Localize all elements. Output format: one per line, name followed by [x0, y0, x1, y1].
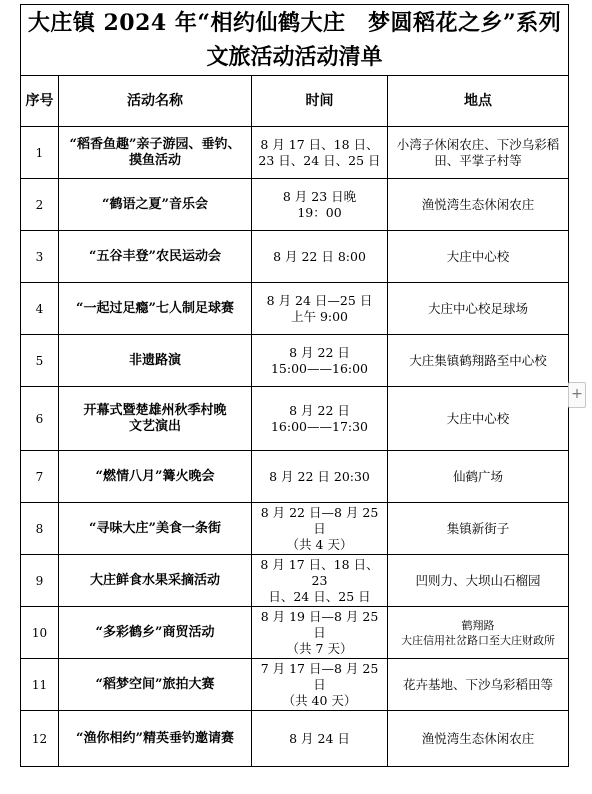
activity-list-sheet [20, 4, 568, 767]
activity-name-line: “稻香鱼趣”亲子游园、垂钓、 [69, 136, 241, 152]
activity-time-line: 8 月 24 日 [289, 730, 350, 746]
activity-name-cell [59, 503, 252, 555]
activity-name-cell [59, 283, 252, 335]
activity-name-line: “鹤语之夏”音乐会 [102, 196, 208, 212]
row-number-cell: 11 [21, 659, 59, 711]
row-number-cell: 7 [21, 451, 59, 503]
activity-place-line: 大庄中心校 [446, 248, 510, 264]
activity-place-cell [388, 607, 569, 659]
title-line-1: 大庄镇 2024 年“相约仙鹤大庄 梦圆稻花之乡”系列 [27, 10, 562, 36]
activity-place-line: 凹则力、大坝山石榴园 [415, 572, 541, 588]
activity-time-line: 8 月 24 日—25 日 [266, 292, 373, 308]
activity-place-cell [388, 283, 569, 335]
activity-time-line: 15:00——16:00 [270, 360, 369, 376]
activity-time-line: 19：00 [297, 204, 342, 220]
activity-time-line: 23 日、24 日、25 日 [258, 152, 381, 168]
table-row [21, 503, 569, 555]
activity-time-line: （共 4 天） [286, 536, 353, 552]
row-number-cell: 2 [21, 179, 59, 231]
activity-name-line: 文艺演出 [128, 418, 181, 434]
activity-name-cell [59, 335, 252, 387]
activity-time-cell [252, 179, 388, 231]
row-number-cell: 9 [21, 555, 59, 607]
activity-time-cell [252, 387, 388, 451]
activity-name-line: “五谷丰登”农民运动会 [89, 248, 221, 264]
activity-time-line: 日、24 日、25 日 [268, 588, 371, 604]
activity-time-cell [252, 711, 388, 767]
activity-time-cell [252, 607, 388, 659]
activity-time-line: 8 月 22 日 20:30 [269, 468, 370, 484]
activity-time-line: 8 月 22 日 [289, 402, 350, 418]
activity-name-cell [59, 607, 252, 659]
activity-name-cell [59, 555, 252, 607]
activity-time-cell [252, 231, 388, 283]
table-row [21, 555, 569, 607]
activity-name-cell [59, 179, 252, 231]
activity-name-cell [59, 127, 252, 179]
document-title [21, 5, 569, 76]
activity-time-cell [252, 283, 388, 335]
activity-place-line: 渔悦湾生态休闲农庄 [421, 196, 535, 212]
activity-place-line: 大庄信用社岔路口至大庄财政所 [401, 633, 556, 647]
activity-place-cell [388, 555, 569, 607]
activity-time-line: 上午 9:00 [290, 308, 349, 324]
activity-place-line: 鹤翔路 [461, 618, 495, 632]
activity-name-cell [59, 231, 252, 283]
activity-place-line: 大庄集镇鹤翔路至中心校 [409, 352, 547, 368]
activity-time-line: 8 月 17 日、18 日、 [260, 136, 379, 152]
activity-name-line: “一起过足瘾”七人制足球赛 [76, 300, 234, 316]
activity-name-line: 开幕式暨楚雄州秋季村晚 [83, 402, 227, 418]
activity-name-line: “稻梦空间”旅拍大赛 [95, 676, 215, 692]
activity-time-line: （共 40 天） [282, 692, 357, 708]
row-number-cell: 3 [21, 231, 59, 283]
activity-place-line: 大庄中心校 [446, 410, 510, 426]
activity-name-line: “多彩鹤乡”商贸活动 [95, 624, 215, 640]
activity-time-cell [252, 127, 388, 179]
activity-place-cell [388, 711, 569, 767]
activity-place-cell [388, 659, 569, 711]
row-number-cell: 4 [21, 283, 59, 335]
title-row [21, 5, 569, 76]
title-line-2: 文旅活动活动清单 [206, 44, 383, 70]
activity-name-cell [59, 387, 252, 451]
row-number-cell: 8 [21, 503, 59, 555]
activity-time-line: 8 月 22 日—8 月 25 日 [260, 504, 379, 536]
activity-name-cell [59, 451, 252, 503]
table-row [21, 451, 569, 503]
activity-place-cell [388, 335, 569, 387]
activity-place-cell [388, 451, 569, 503]
table-row [21, 127, 569, 179]
table-row [21, 179, 569, 231]
activity-name-line: 大庄鲜食水果采摘活动 [89, 572, 220, 588]
activity-place-line: 大庄中心校足球场 [428, 300, 529, 316]
activity-place-cell [388, 503, 569, 555]
table-row [21, 711, 569, 767]
activity-name-line: “燃情八月”篝火晚会 [95, 468, 215, 484]
activity-time-cell [252, 555, 388, 607]
activity-place-line: 小湾子休闲农庄、下沙乌彩稻 [396, 136, 560, 152]
activity-time-cell [252, 659, 388, 711]
activity-time-line: 8 月 22 日 8:00 [273, 248, 366, 264]
header-row [21, 76, 569, 127]
activity-place-cell [388, 179, 569, 231]
activity-place-line: 集镇新街子 [446, 520, 510, 536]
activity-time-cell [252, 503, 388, 555]
table-row [21, 607, 569, 659]
table-row [21, 283, 569, 335]
activity-name-line: 非遗路演 [128, 352, 181, 368]
activity-table [20, 4, 569, 767]
activity-place-cell [388, 127, 569, 179]
activity-name-line: 摸鱼活动 [128, 152, 181, 168]
header-cell-place: 地点 [388, 76, 569, 127]
activity-place-line: 花卉基地、下沙乌彩稻田等 [403, 676, 554, 692]
activity-time-line: 16:00——17:30 [270, 418, 369, 434]
activity-time-line: 8 月 23 日晚 [282, 188, 357, 204]
row-number-cell: 10 [21, 607, 59, 659]
row-number-cell: 12 [21, 711, 59, 767]
activity-time-cell [252, 451, 388, 503]
activity-name-cell [59, 711, 252, 767]
activity-time-line: （共 7 天） [286, 640, 353, 656]
row-number-cell: 5 [21, 335, 59, 387]
activity-place-cell [388, 387, 569, 451]
table-row [21, 231, 569, 283]
activity-time-line: 7 月 17 日—8 月 25 日 [260, 660, 379, 692]
table-row [21, 335, 569, 387]
activity-place-line: 田、平掌子村等 [434, 152, 522, 168]
header-cell-time: 时间 [252, 76, 388, 127]
activity-time-line: 8 月 17 日、18 日、23 [260, 556, 379, 588]
activity-time-cell [252, 335, 388, 387]
header-cell-name: 活动名称 [59, 76, 252, 127]
header-cell-no: 序号 [21, 76, 59, 127]
row-number-cell: 6 [21, 387, 59, 451]
activity-place-cell [388, 231, 569, 283]
activity-name-cell [59, 659, 252, 711]
activity-place-line: 仙鹤广场 [453, 468, 504, 484]
activity-time-line: 8 月 22 日 [289, 344, 350, 360]
activity-time-line: 8 月 19 日—8 月 25 日 [260, 608, 379, 640]
row-number-cell: 1 [21, 127, 59, 179]
activity-name-line: “渔你相约”精英垂钓邀请赛 [76, 730, 234, 746]
table-row [21, 659, 569, 711]
activity-place-line: 渔悦湾生态休闲农庄 [421, 730, 535, 746]
activity-name-line: “寻味大庄”美食一条街 [89, 520, 221, 536]
add-column-button[interactable]: + [568, 382, 586, 408]
table-row [21, 387, 569, 451]
